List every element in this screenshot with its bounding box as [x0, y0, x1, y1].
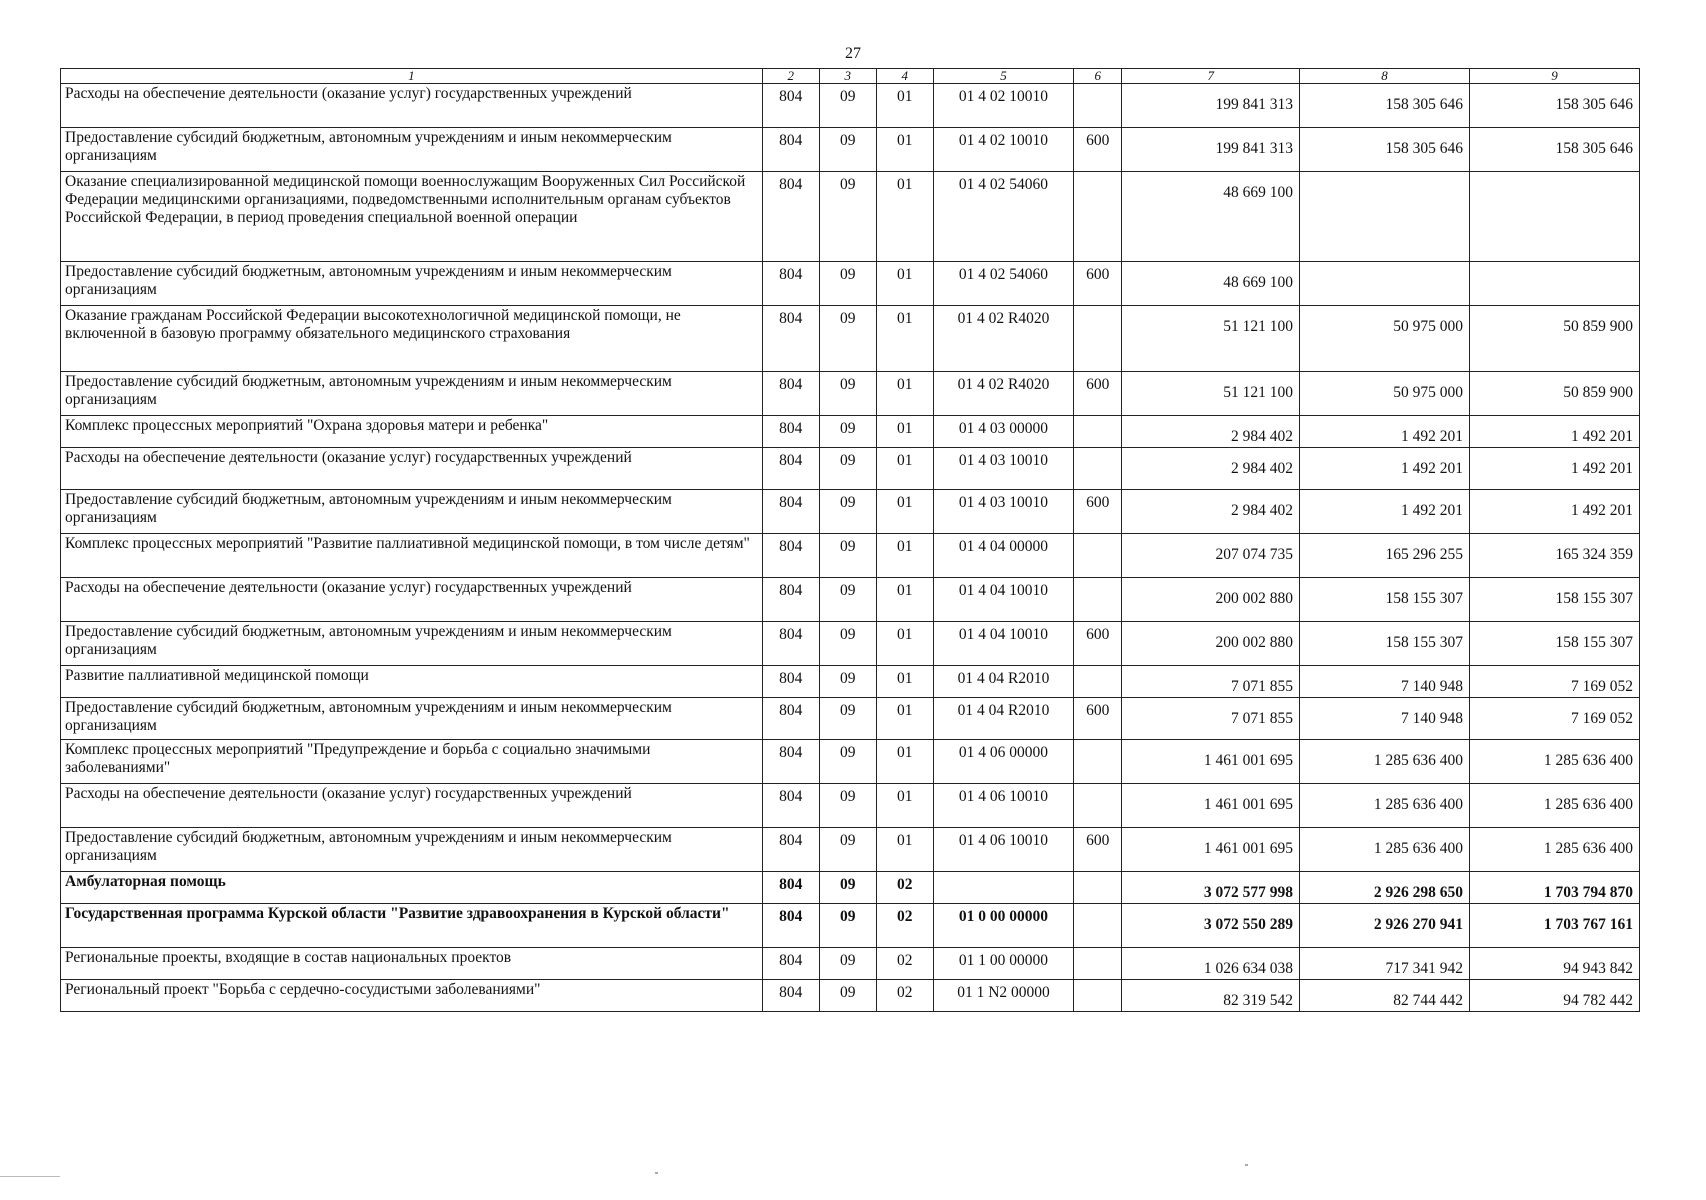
row-code-cell: 09 [819, 666, 876, 698]
row-code-cell [1074, 578, 1122, 622]
header-cell: 5 [933, 69, 1073, 84]
row-amount-cell: 158 305 646 [1469, 84, 1639, 128]
row-code-cell: 09 [819, 578, 876, 622]
row-amount-cell: 50 859 900 [1469, 306, 1639, 372]
row-name-cell: Региональный проект "Борьба с сердечно-сосудистыми заболеваниями" [61, 980, 763, 1012]
row-code-cell: 804 [762, 740, 819, 784]
row-amount-cell: 165 324 359 [1469, 534, 1639, 578]
row-code-cell: 01 [876, 172, 933, 262]
row-name-cell: Оказание специализированной медицинской помощи военнослужащим Вооруженных Сил Российской Федерации медицинскими организациями, подведомственными исполнительным органам субъектов Российской Федерации, в период проведения специальной военной операции [61, 172, 763, 262]
row-code-cell: 09 [819, 84, 876, 128]
row-amount-cell: 82 319 542 [1122, 980, 1300, 1012]
row-code-cell: 01 [876, 448, 933, 490]
row-code-cell: 804 [762, 172, 819, 262]
row-code-cell: 01 [876, 784, 933, 828]
scan-artifact [0, 1176, 60, 1177]
row-code-cell: 01 [876, 666, 933, 698]
row-amount-cell [1300, 172, 1470, 262]
row-amount-cell: 7 140 948 [1300, 698, 1470, 740]
row-code-cell: 01 4 04 R2010 [933, 666, 1073, 698]
row-name-cell: Комплекс процессных мероприятий "Развитие паллиативной медицинской помощи, в том числе детям" [61, 534, 763, 578]
row-code-cell: 02 [876, 904, 933, 948]
row-code-cell: 600 [1074, 128, 1122, 172]
table-row [61, 980, 1640, 1012]
row-code-cell: 804 [762, 306, 819, 372]
row-amount-cell: 1 492 201 [1300, 448, 1470, 490]
row-code-cell: 09 [819, 904, 876, 948]
row-code-cell: 01 [876, 490, 933, 534]
row-code-cell: 01 4 02 10010 [933, 128, 1073, 172]
row-code-cell: 02 [876, 872, 933, 904]
table-header-row [61, 69, 1640, 84]
row-code-cell: 09 [819, 128, 876, 172]
row-code-cell: 600 [1074, 622, 1122, 666]
table-row [61, 698, 1640, 740]
table-row [61, 84, 1640, 128]
row-amount-cell: 1 285 636 400 [1300, 828, 1470, 872]
row-code-cell: 01 4 02 10010 [933, 84, 1073, 128]
row-code-cell: 02 [876, 948, 933, 980]
row-code-cell: 804 [762, 622, 819, 666]
table-row [61, 578, 1640, 622]
row-amount-cell: 7 140 948 [1300, 666, 1470, 698]
row-amount-cell: 7 169 052 [1469, 698, 1639, 740]
row-amount-cell: 50 859 900 [1469, 372, 1639, 416]
row-code-cell: 09 [819, 490, 876, 534]
row-code-cell: 01 [876, 372, 933, 416]
row-amount-cell: 158 305 646 [1300, 128, 1470, 172]
row-code-cell: 01 [876, 828, 933, 872]
row-amount-cell: 158 155 307 [1300, 578, 1470, 622]
table-row [61, 622, 1640, 666]
row-code-cell: 09 [819, 306, 876, 372]
table-row [61, 948, 1640, 980]
header-cell: 3 [819, 69, 876, 84]
row-name-cell: Предоставление субсидий бюджетным, автономным учреждениям и иным некоммерческим организациям [61, 828, 763, 872]
row-code-cell: 804 [762, 872, 819, 904]
row-amount-cell: 7 169 052 [1469, 666, 1639, 698]
header-cell: 1 [61, 69, 763, 84]
row-code-cell [1074, 948, 1122, 980]
row-code-cell: 01 4 04 10010 [933, 578, 1073, 622]
table-row [61, 262, 1640, 306]
row-amount-cell: 94 943 842 [1469, 948, 1639, 980]
row-code-cell [1074, 534, 1122, 578]
row-code-cell: 804 [762, 416, 819, 448]
row-amount-cell: 2 926 270 941 [1300, 904, 1470, 948]
row-amount-cell [1469, 262, 1639, 306]
table-row [61, 784, 1640, 828]
row-code-cell: 01 [876, 622, 933, 666]
row-amount-cell: 48 669 100 [1122, 262, 1300, 306]
table-row [61, 372, 1640, 416]
row-amount-cell: 200 002 880 [1122, 622, 1300, 666]
row-amount-cell: 1 285 636 400 [1300, 740, 1470, 784]
row-code-cell [1074, 416, 1122, 448]
row-name-cell: Амбулаторная помощь [61, 872, 763, 904]
row-name-cell: Развитие паллиативной медицинской помощи [61, 666, 763, 698]
row-code-cell: 09 [819, 948, 876, 980]
row-code-cell: 804 [762, 828, 819, 872]
header-cell: 6 [1074, 69, 1122, 84]
row-amount-cell: 1 026 634 038 [1122, 948, 1300, 980]
row-code-cell: 09 [819, 872, 876, 904]
row-code-cell: 01 [876, 128, 933, 172]
table-row [61, 666, 1640, 698]
row-amount-cell: 158 155 307 [1469, 578, 1639, 622]
row-name-cell: Расходы на обеспечение деятельности (оказание услуг) государственных учреждений [61, 84, 763, 128]
row-code-cell: 09 [819, 740, 876, 784]
row-amount-cell: 158 155 307 [1469, 622, 1639, 666]
row-amount-cell: 1 461 001 695 [1122, 828, 1300, 872]
row-code-cell [1074, 666, 1122, 698]
row-amount-cell: 2 984 402 [1122, 416, 1300, 448]
scan-artifact [655, 1172, 658, 1174]
table-row [61, 172, 1640, 262]
row-code-cell: 600 [1074, 372, 1122, 416]
row-amount-cell: 3 072 577 998 [1122, 872, 1300, 904]
row-name-cell: Оказание гражданам Российской Федерации высокотехнологичной медицинской помощи, не включенной в базовую программу обязательного медицинского страхования [61, 306, 763, 372]
row-code-cell: 804 [762, 534, 819, 578]
row-code-cell: 09 [819, 698, 876, 740]
row-code-cell [1074, 784, 1122, 828]
row-code-cell: 600 [1074, 698, 1122, 740]
row-code-cell: 01 4 03 10010 [933, 448, 1073, 490]
row-name-cell: Государственная программа Курской области "Развитие здравоохранения в Курской области" [61, 904, 763, 948]
row-code-cell: 01 [876, 698, 933, 740]
row-code-cell [1074, 306, 1122, 372]
row-code-cell: 804 [762, 980, 819, 1012]
row-name-cell: Предоставление субсидий бюджетным, автономным учреждениям и иным некоммерческим организациям [61, 372, 763, 416]
row-amount-cell: 50 975 000 [1300, 306, 1470, 372]
row-amount-cell: 1 492 201 [1469, 490, 1639, 534]
row-name-cell: Предоставление субсидий бюджетным, автономным учреждениям и иным некоммерческим организациям [61, 698, 763, 740]
row-code-cell [1074, 448, 1122, 490]
row-code-cell [1074, 84, 1122, 128]
row-amount-cell: 1 703 794 870 [1469, 872, 1639, 904]
row-amount-cell: 1 285 636 400 [1300, 784, 1470, 828]
row-code-cell: 01 4 02 R4020 [933, 372, 1073, 416]
row-code-cell: 01 4 04 00000 [933, 534, 1073, 578]
row-code-cell: 600 [1074, 828, 1122, 872]
page-number: 27 [845, 45, 861, 62]
row-code-cell: 01 4 03 00000 [933, 416, 1073, 448]
row-amount-cell: 1 492 201 [1300, 490, 1470, 534]
row-amount-cell: 51 121 100 [1122, 306, 1300, 372]
row-amount-cell: 158 155 307 [1300, 622, 1470, 666]
row-code-cell: 01 4 02 54060 [933, 172, 1073, 262]
row-name-cell: Предоставление субсидий бюджетным, автономным учреждениям и иным некоммерческим организациям [61, 262, 763, 306]
row-code-cell: 01 4 04 R2010 [933, 698, 1073, 740]
row-code-cell: 804 [762, 490, 819, 534]
row-name-cell: Расходы на обеспечение деятельности (оказание услуг) государственных учреждений [61, 578, 763, 622]
row-amount-cell: 200 002 880 [1122, 578, 1300, 622]
row-amount-cell: 158 305 646 [1300, 84, 1470, 128]
row-code-cell: 09 [819, 262, 876, 306]
table-row [61, 740, 1640, 784]
row-code-cell [1074, 872, 1122, 904]
row-code-cell [1074, 980, 1122, 1012]
table-row [61, 828, 1640, 872]
row-amount-cell [1300, 262, 1470, 306]
header-cell: 8 [1300, 69, 1470, 84]
row-amount-cell: 1 461 001 695 [1122, 740, 1300, 784]
row-name-cell: Предоставление субсидий бюджетным, автономным учреждениям и иным некоммерческим организациям [61, 622, 763, 666]
row-amount-cell: 2 926 298 650 [1300, 872, 1470, 904]
row-code-cell: 01 4 06 10010 [933, 784, 1073, 828]
row-amount-cell: 1 461 001 695 [1122, 784, 1300, 828]
budget-table [60, 68, 1640, 1012]
row-amount-cell: 50 975 000 [1300, 372, 1470, 416]
table-row [61, 904, 1640, 948]
row-code-cell: 600 [1074, 490, 1122, 534]
table-row [61, 490, 1640, 534]
row-name-cell: Расходы на обеспечение деятельности (оказание услуг) государственных учреждений [61, 448, 763, 490]
row-name-cell: Региональные проекты, входящие в состав национальных проектов [61, 948, 763, 980]
row-amount-cell: 2 984 402 [1122, 448, 1300, 490]
row-code-cell: 02 [876, 980, 933, 1012]
row-code-cell: 01 0 00 00000 [933, 904, 1073, 948]
row-code-cell: 01 4 06 10010 [933, 828, 1073, 872]
row-code-cell: 01 4 02 R4020 [933, 306, 1073, 372]
row-code-cell: 01 [876, 262, 933, 306]
row-amount-cell: 51 121 100 [1122, 372, 1300, 416]
row-code-cell [1074, 740, 1122, 784]
scan-artifact [1245, 1164, 1248, 1166]
row-amount-cell [1469, 172, 1639, 262]
row-amount-cell: 7 071 855 [1122, 698, 1300, 740]
row-amount-cell: 1 703 767 161 [1469, 904, 1639, 948]
row-code-cell: 804 [762, 578, 819, 622]
row-amount-cell: 165 296 255 [1300, 534, 1470, 578]
table-row [61, 306, 1640, 372]
row-code-cell: 804 [762, 666, 819, 698]
row-code-cell: 01 4 02 54060 [933, 262, 1073, 306]
header-cell: 9 [1469, 69, 1639, 84]
row-code-cell: 600 [1074, 262, 1122, 306]
header-cell: 4 [876, 69, 933, 84]
row-code-cell: 09 [819, 622, 876, 666]
row-code-cell: 09 [819, 828, 876, 872]
table-row [61, 128, 1640, 172]
row-amount-cell: 2 984 402 [1122, 490, 1300, 534]
row-code-cell: 09 [819, 372, 876, 416]
row-code-cell: 01 [876, 416, 933, 448]
row-code-cell: 804 [762, 448, 819, 490]
row-amount-cell: 207 074 735 [1122, 534, 1300, 578]
table-row [61, 448, 1640, 490]
row-amount-cell: 48 669 100 [1122, 172, 1300, 262]
row-code-cell: 09 [819, 448, 876, 490]
row-amount-cell: 717 341 942 [1300, 948, 1470, 980]
row-code-cell [933, 872, 1073, 904]
row-amount-cell: 199 841 313 [1122, 84, 1300, 128]
row-code-cell [1074, 172, 1122, 262]
row-code-cell: 804 [762, 904, 819, 948]
table-row [61, 872, 1640, 904]
row-code-cell: 804 [762, 698, 819, 740]
row-name-cell: Комплекс процессных мероприятий "Предупреждение и борьба с социально значимыми заболеваниями" [61, 740, 763, 784]
row-amount-cell: 158 305 646 [1469, 128, 1639, 172]
row-code-cell: 01 [876, 84, 933, 128]
row-name-cell: Комплекс процессных мероприятий "Охрана здоровья матери и ребенка" [61, 416, 763, 448]
row-amount-cell: 1 492 201 [1300, 416, 1470, 448]
header-cell: 7 [1122, 69, 1300, 84]
row-code-cell: 01 4 03 10010 [933, 490, 1073, 534]
table-body [61, 84, 1640, 1012]
row-amount-cell: 82 744 442 [1300, 980, 1470, 1012]
row-code-cell: 01 1 00 00000 [933, 948, 1073, 980]
row-amount-cell: 1 285 636 400 [1469, 828, 1639, 872]
row-code-cell: 804 [762, 948, 819, 980]
row-code-cell: 01 [876, 578, 933, 622]
row-amount-cell: 94 782 442 [1469, 980, 1639, 1012]
row-amount-cell: 7 071 855 [1122, 666, 1300, 698]
row-code-cell: 804 [762, 128, 819, 172]
header-cell: 2 [762, 69, 819, 84]
row-amount-cell: 1 285 636 400 [1469, 740, 1639, 784]
row-code-cell: 804 [762, 84, 819, 128]
row-code-cell: 01 [876, 534, 933, 578]
row-amount-cell: 199 841 313 [1122, 128, 1300, 172]
row-code-cell: 01 [876, 306, 933, 372]
row-amount-cell: 1 492 201 [1469, 416, 1639, 448]
row-code-cell: 09 [819, 980, 876, 1012]
row-amount-cell: 3 072 550 289 [1122, 904, 1300, 948]
row-code-cell: 804 [762, 784, 819, 828]
table-row [61, 534, 1640, 578]
row-code-cell [1074, 904, 1122, 948]
table-row [61, 416, 1640, 448]
row-amount-cell: 1 492 201 [1469, 448, 1639, 490]
row-code-cell: 01 4 04 10010 [933, 622, 1073, 666]
row-code-cell: 09 [819, 416, 876, 448]
row-code-cell: 01 1 N2 00000 [933, 980, 1073, 1012]
row-code-cell: 01 [876, 740, 933, 784]
row-name-cell: Предоставление субсидий бюджетным, автономным учреждениям и иным некоммерческим организациям [61, 490, 763, 534]
row-code-cell: 804 [762, 262, 819, 306]
row-code-cell: 804 [762, 372, 819, 416]
row-amount-cell: 1 285 636 400 [1469, 784, 1639, 828]
row-code-cell: 09 [819, 172, 876, 262]
row-name-cell: Расходы на обеспечение деятельности (оказание услуг) государственных учреждений [61, 784, 763, 828]
row-code-cell: 09 [819, 534, 876, 578]
row-name-cell: Предоставление субсидий бюджетным, автономным учреждениям и иным некоммерческим организациям [61, 128, 763, 172]
row-code-cell: 09 [819, 784, 876, 828]
row-code-cell: 01 4 06 00000 [933, 740, 1073, 784]
